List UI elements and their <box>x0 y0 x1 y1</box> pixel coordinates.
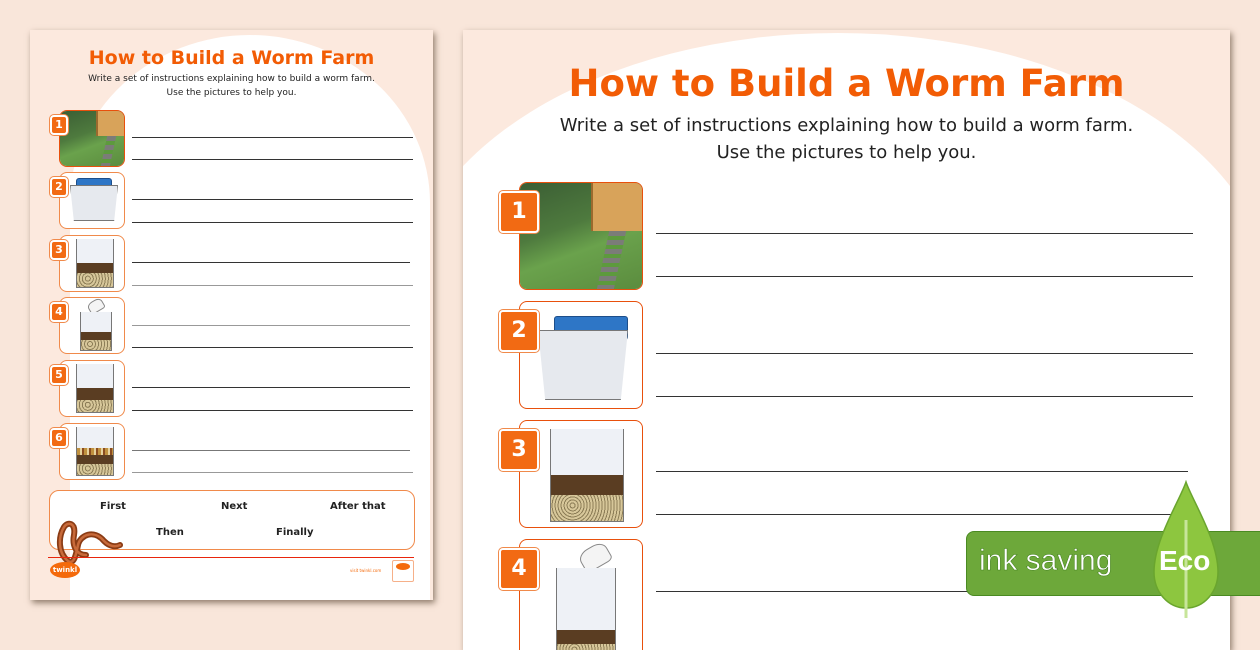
step-number-6: 6 <box>50 428 68 448</box>
step-number-4: 4 <box>50 302 68 322</box>
worksheet-title: How to Build a Worm Farm <box>568 62 1125 105</box>
writing-line[interactable] <box>656 471 1188 472</box>
step-number-2: 2 <box>50 177 68 197</box>
word-then: Then <box>156 527 184 538</box>
word-next: Next <box>221 501 248 512</box>
worksheet-title: How to Build a Worm Farm <box>88 47 375 69</box>
word-first: First <box>100 501 126 512</box>
eco-label: Eco <box>1159 545 1211 576</box>
worksheet-thumbnail <box>30 30 433 600</box>
plastic-tub-icon <box>59 172 125 229</box>
writing-line[interactable] <box>132 325 410 326</box>
writing-line[interactable] <box>132 222 413 223</box>
step-number-1: 1 <box>50 115 68 135</box>
jar-food-scraps-icon <box>59 423 125 480</box>
word-bank <box>49 490 415 550</box>
garden-icon <box>59 110 125 167</box>
instruction-line-1: Write a set of instructions explaining how to build a worm farm. <box>559 115 1134 136</box>
pour-water-icon <box>59 297 125 354</box>
step-number-3: 3 <box>50 240 68 260</box>
step-number-4: 4 <box>499 548 539 590</box>
jar-soil-stones-icon <box>59 235 125 292</box>
writing-line[interactable] <box>132 159 413 160</box>
step-number-3: 3 <box>499 429 539 471</box>
instruction-line-1: Write a set of instructions explaining how to build a worm farm. <box>88 74 375 84</box>
writing-line[interactable] <box>132 387 410 388</box>
writing-line[interactable] <box>132 347 413 348</box>
twinkl-badge-logo <box>392 560 414 582</box>
writing-line[interactable] <box>656 276 1193 277</box>
writing-line[interactable] <box>132 262 410 263</box>
writing-line[interactable] <box>132 199 413 200</box>
instruction-line-2: Use the pictures to help you. <box>166 88 297 98</box>
writing-line[interactable] <box>656 233 1193 234</box>
writing-line[interactable] <box>132 472 413 473</box>
writing-line[interactable] <box>132 450 410 451</box>
visit-twinkl-link[interactable]: visit twinkl.com <box>350 568 382 573</box>
ink-saving-label: ink saving <box>979 544 1113 577</box>
step-number-1: 1 <box>499 191 539 233</box>
instruction-line-2: Use the pictures to help you. <box>716 142 977 163</box>
footer-divider <box>48 557 414 558</box>
writing-line[interactable] <box>656 514 1193 515</box>
step-number-5: 5 <box>50 365 68 385</box>
jar-worm-icon <box>59 360 125 417</box>
writing-line[interactable] <box>132 285 413 286</box>
writing-line[interactable] <box>132 137 413 138</box>
step-number-2: 2 <box>499 310 539 352</box>
word-finally: Finally <box>276 527 314 538</box>
writing-line[interactable] <box>656 396 1193 397</box>
twinkl-logo: twinkl <box>50 562 80 578</box>
writing-line[interactable] <box>656 353 1193 354</box>
writing-line[interactable] <box>132 410 413 411</box>
word-after-that: After that <box>330 501 386 512</box>
